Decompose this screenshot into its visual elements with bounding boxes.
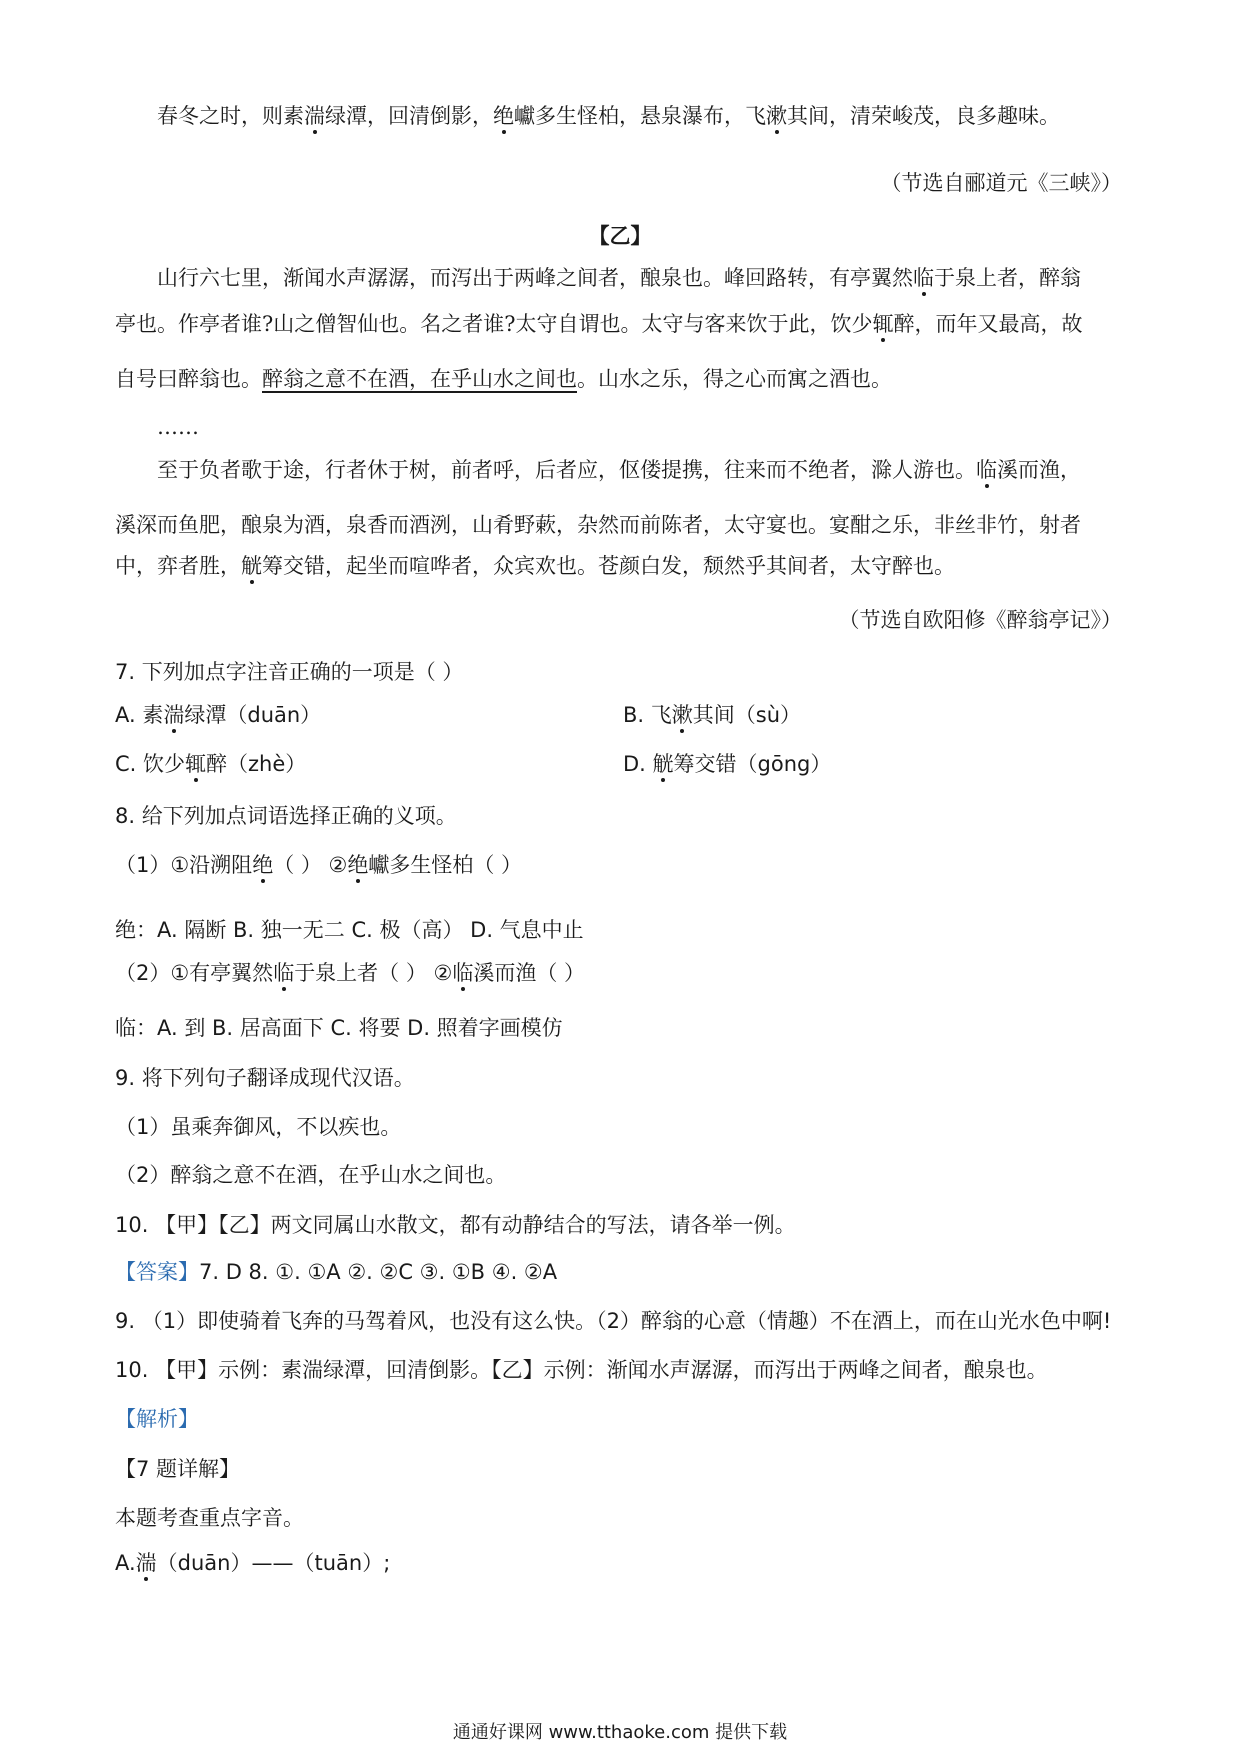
yi-heading: 【乙】	[588, 224, 652, 248]
ellipsis: ……	[157, 415, 199, 439]
underlined-sentence: 醉翁之意不在酒，在乎山水之间也	[262, 367, 577, 391]
q9-sentence2: （2）醉翁之意不在酒，在乎山水之间也。	[115, 1163, 507, 1187]
q7-stem: 7. 下列加点字注音正确的一项是（ ）	[115, 660, 464, 684]
yi-p1-line2: 亭也。作亭者谁?山之僧智仙也。名之者谁?太守自谓也。太守与客来饮于此，饮少辄醉，而年又最高，故	[115, 312, 1083, 336]
analysis-label: 【解析】	[115, 1407, 199, 1431]
yi-p1-line1: 山行六七里，渐闻水声潺潺，而泻出于两峰之间者，酿泉也。峰回路转，有亭翼然临于泉上者，醉翁	[157, 266, 1081, 290]
jia-source: （节选自郦道元《三峡》）	[880, 171, 1122, 195]
yi-p2-line2: 溪深而鱼肥，酿泉为酒，泉香而酒洌，山肴野蔌，杂然而前陈者，太守宴也。宴酣之乐，非丝非竹，射者	[115, 513, 1081, 537]
yi-p2-line1: 至于负者歌于途，行者休于树，前者呼，后者应，伛偻提携，往来而不绝者，滁人游也。临溪而渔，	[157, 458, 1081, 482]
answer-line1: 【答案】7. D 8. ①. ①A ②. ②C ③. ①B ④. ②A	[115, 1260, 558, 1284]
q7-option-a: A. 素湍绿潭（duān）	[115, 703, 322, 727]
q8-sub1: （1）①沿溯阻绝（ ） ②绝巘多生怪柏（ ）	[115, 853, 523, 877]
q8-sub2: （2）①有亭翼然临于泉上者（ ） ②临溪而渔（ ）	[115, 961, 586, 985]
q8-jue-options: 绝：A. 隔断 B. 独一无二 C. 极（高） D. 气息中止	[115, 918, 584, 942]
answer-line3: 10. 【甲】示例：素湍绿潭，回清倒影。【乙】示例：渐闻水声潺潺，而泻出于两峰之间者，酿泉也。	[115, 1358, 1048, 1382]
yi-p1-line3: 自号曰醉翁也。醉翁之意不在酒，在乎山水之间也。山水之乐，得之心而寓之酒也。	[115, 367, 892, 391]
analysis-intro: 本题考查重点字音。	[115, 1506, 304, 1530]
yi-source: （节选自欧阳修《醉翁亭记》）	[838, 608, 1122, 632]
yi-p2-line3: 中，弈者胜，觥筹交错，起坐而喧哗者，众宾欢也。苍颜白发，颓然乎其间者，太守醉也。	[115, 554, 955, 578]
q10-stem: 10. 【甲】【乙】两文同属山水散文，都有动静结合的写法，请各举一例。	[115, 1213, 796, 1237]
q7-option-d: D. 觥筹交错（gōng）	[623, 752, 832, 776]
footer-download-note: 通通好课网 www.tthaoke.com 提供下载	[452, 1722, 788, 1743]
q8-lin-options: 临：A. 到 B. 居高面下 C. 将要 D. 照着字画模仿	[115, 1016, 563, 1040]
q7-option-b: B. 飞漱其间（sù）	[623, 703, 802, 727]
q7-option-c: C. 饮少辄醉（zhè）	[115, 752, 307, 776]
answer-label: 【答案】	[115, 1260, 199, 1284]
answer-line2: 9. （1）即使骑着飞奔的马驾着风，也没有这么快。（2）醉翁的心意（情趣）不在酒上，而在山光水色中啊!	[115, 1309, 1112, 1333]
q8-stem: 8. 给下列加点词语选择正确的义项。	[115, 804, 457, 828]
q9-sentence1: （1）虽乘奔御风，不以疾也。	[115, 1115, 402, 1139]
jia-line: 春冬之时，则素湍绿潭，回清倒影，绝巘多生怪柏，悬泉瀑布，飞漱其间，清荣峻茂，良多趣味。	[157, 104, 1060, 128]
q7-detail-heading: 【7 题详解】	[115, 1457, 241, 1481]
analysis-a: A.湍（duān）——（tuān）;	[115, 1551, 391, 1575]
q9-stem: 9. 将下列句子翻译成现代汉语。	[115, 1066, 415, 1090]
